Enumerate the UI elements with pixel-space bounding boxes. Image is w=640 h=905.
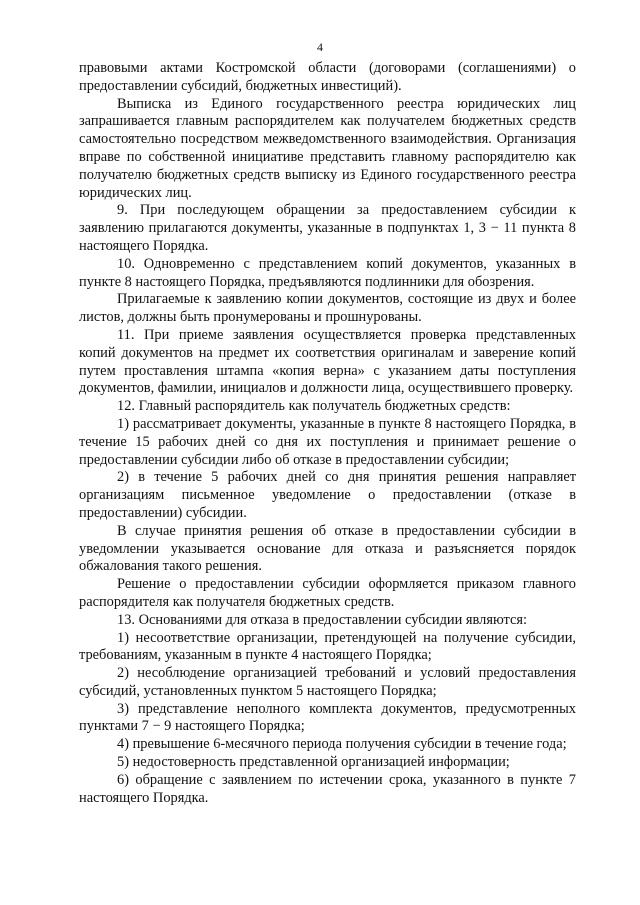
paragraph-continuation: правовыми актами Костромской области (договорами (соглашениями) о предоставлении субсидий, бюджетных инвестиций). [79,60,576,94]
paragraph-registry-extract: Выписка из Единого государственного реестра юридических лиц запрашивается главным распорядителем как получателем бюджетных средств самостоятельно посредством межведомственного взаимодействия. Организация вправе по собственной инициативе представить главному распорядителю как получателю бюджетных средств выписку из Единого государственного реестра юридических лиц. [79,95,576,201]
paragraph-item-13-sub-4: 4) превышение 6-месячного периода получения субсидии в течение года; [117,736,567,753]
paragraph-decision-order: Решение о предоставлении субсидии оформляется приказом главного распорядителя как получателя бюджетных средств. [79,576,576,610]
page-number: 4 [317,40,323,54]
paragraph-item-12-sub-2: 2) в течение 5 рабочих дней со дня принятия решения направляет организациям письменное уведомление о предоставлении (отказе в предоставлении) субсидии. [79,469,576,521]
paragraph-item-13-sub-2: 2) несоблюдение организацией требований и условий предоставления субсидий, установленных пунктом 5 настоящего Порядка; [79,665,576,699]
paragraph-item-13-sub-1: 1) несоответствие организации, претендующей на получение субсидии, требованиям, указанным в пункте 4 настоящего Порядка; [79,629,576,664]
paragraph-refusal-notice: В случае принятия решения об отказе в предоставлении субсидии в уведомлении указывается основание для отказа и разъясняется порядок обжалования такого решения. [79,522,576,575]
paragraph-item-12-sub-1: 1) рассматривает документы, указанные в пункте 8 настоящего Порядка, в течение 15 рабочих дней со дня их поступления и принимает решение о предоставлении субсидии либо об отказе в предоставлении субсидии; [79,415,576,468]
paragraph-copies-binding: Прилагаемые к заявлению копии документов, состоящие из двух и более листов, должны быть пронумерованы и прошнурованы. [79,291,576,326]
document-body [79,60,576,807]
paragraph-item-13-sub-6: 6) обращение с заявлением по истечении срока, указанного в пункте 7 настоящего Порядка. [79,771,576,806]
paragraph-item-11: 11. При приеме заявления осуществляется проверка представленных копий документов на предмет их соответствия оригиналам и заверение копий путем проставления штампа «копия верна» с указанием даты поступления документов, фамилии, инициалов и должности лица, осуществившего проверку. [79,326,576,397]
paragraph-item-12: 12. Главный распорядитель как получатель бюджетных средств: [117,398,511,415]
paragraph-item-13: 13. Основаниями для отказа в предоставлении субсидии являются: [117,611,527,628]
paragraph-item-10: 10. Одновременно с представлением копий документов, указанных в пункте 8 настоящего Порядка, предъявляются подлинники для обозрения. [79,255,576,290]
paragraph-item-13-sub-3: 3) представление неполного комплекта документов, предусмотренных пунктами 7 − 9 настоящего Порядка; [79,700,576,735]
paragraph-item-13-sub-5: 5) недостоверность представленной организацией информации; [117,754,510,771]
paragraph-item-9: 9. При последующем обращении за предоставлением субсидии к заявлению прилагаются документы, указанные в подпунктах 1, 3 − 11 пункта 8 настоящего Порядка. [79,202,576,254]
